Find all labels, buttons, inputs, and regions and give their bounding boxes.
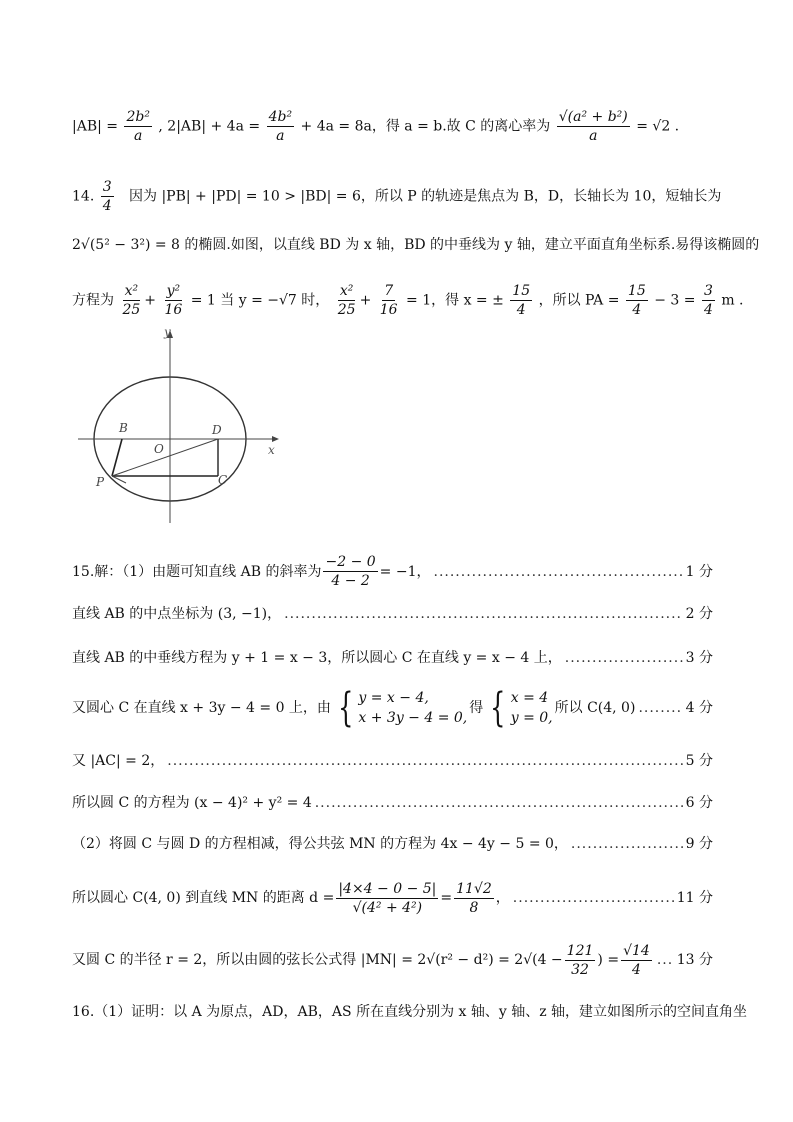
text: 得: [469, 700, 484, 716]
text: 又圆心 C 在直线 x + 3y − 4 = 0 上，由: [72, 700, 331, 716]
equation-system: { y = x − 4, x + 3y − 4 = 0,: [338, 685, 468, 731]
text: 15.解：（1）由题可知直线 AB 的斜率为: [72, 563, 322, 580]
fraction: $\frac{11√2}{8}$: [456, 880, 492, 916]
label-x: x: [268, 443, 275, 457]
solution-15-step-1: [72, 553, 713, 590]
fraction: $\frac{15}{4}$: [512, 283, 531, 318]
dot-leader: [565, 648, 683, 668]
text: 2√(5² − 3²) = 8 的椭圆.如图，以直线 BD 为 x 轴，BD 的中垂线为 y 轴，建立平面直角坐标系.易得该椭圆的: [72, 237, 760, 253]
solution-15-step-5: [72, 751, 713, 771]
text: （2）将圆 C 与圆 D 的方程相减，得公共弦 MN 的方程为 4x − 4y − 5 = 0，: [72, 836, 568, 852]
fraction: $\frac{|4\times 4 - 0 - 5|}{\text{√(4² + 4²)}}$: [338, 880, 437, 916]
solution-15-step-3: [72, 648, 713, 668]
answer-14-line-3: 方程为 $\frac{\text{x²}}{25}$ + $\frac{\text{y²}}{16}$ = 1 当 y = −√7 时， $\frac{\text{x²}}{25}$ + $\frac{7}{16}$ = 1，得 x = ± $\frac{15}{4}$ ，所以 PA = $\frac{15}{4}$ − 3 = $\frac{3}{4}$ m .: [72, 283, 744, 318]
text: 方程为: [72, 292, 114, 309]
label-y: y: [164, 328, 171, 339]
solution-16-intro: [72, 1002, 748, 1022]
fraction: $\frac{\text{2b²}}{a}$: [126, 109, 150, 144]
text: = 1 当 y = −√7 时，: [190, 292, 330, 309]
answer-14-line: [72, 178, 722, 215]
equation-system: { x = 4 y = 0,: [490, 685, 553, 731]
text: 所以 C(4, 0): [554, 700, 636, 716]
segment-pd: [112, 439, 218, 476]
score: 13 分: [676, 952, 713, 968]
dot-leader: [657, 950, 674, 970]
text: = 1，得 x = ±: [406, 292, 504, 309]
fraction: $\frac{15}{4}$: [627, 283, 646, 318]
fraction: $\frac{7}{16}$: [379, 283, 398, 318]
dot-leader: [315, 793, 683, 813]
score: 6 分: [685, 795, 713, 811]
x-axis-arrow: [272, 436, 279, 442]
text: = −1，: [379, 563, 431, 580]
fraction: $\frac{\text{x²}}{25}$: [337, 283, 356, 318]
fraction: $\frac{\text{√(a² + b²)}}{a}$: [558, 109, 628, 144]
dot-leader: [571, 834, 683, 854]
answer-fraction: $\frac{3}{4}$: [102, 179, 112, 214]
label-d: D: [212, 423, 222, 437]
label-b: B: [119, 421, 128, 435]
dot-leader: [167, 751, 682, 771]
text: |AB| =: [72, 118, 119, 135]
text: ，: [495, 890, 510, 906]
text: − 3 =: [654, 292, 696, 309]
solution-15-part-2-step-1: [72, 834, 713, 854]
question-number: 14.: [72, 188, 95, 205]
score: 2 分: [685, 606, 713, 622]
text: 又圆 C 的半径 r = 2，所以由圆的弦长公式得 |MN| = 2√(r² − d²) = 2√(4 −: [72, 952, 563, 968]
text: 直线 AB 的中垂线方程为 y + 1 = x − 3，所以圆心 C 在直线 y = x − 4 上，: [72, 650, 562, 666]
ellipse-figure: [72, 328, 280, 526]
dot-leader: [513, 888, 674, 908]
answer-14-line-2: [72, 235, 760, 255]
text: 因为 |PB| + |PD| = 10 > |BD| = 6，所以 P 的轨迹是焦点为 B，D，长轴长为 10，短轴长为: [129, 188, 722, 205]
fraction: $\frac{-2 - 0}{4 - 2}$: [325, 554, 376, 589]
dot-leader: [434, 562, 683, 582]
segment-pa: [112, 476, 126, 483]
solution-15-step-2: [72, 604, 713, 624]
label-c: C: [218, 473, 228, 487]
text: + 4a = 8a，得 a = b.故 C 的离心率为: [300, 118, 551, 135]
score: 1 分: [685, 563, 713, 580]
solution-15-step-6: [72, 793, 713, 813]
text: 16.（1）证明：以 A 为原点，AD，AB，AS 所在直线分别为 x 轴、y 轴、z 轴，建立如图所示的空间直角坐: [72, 1004, 748, 1020]
text: =: [440, 890, 453, 906]
text: 又 |AC| = 2，: [72, 753, 165, 769]
score: 11 分: [676, 890, 713, 906]
score: 9 分: [685, 836, 713, 852]
fraction: $\frac{\text{x²}}{25}$: [122, 283, 141, 318]
text: m .: [721, 292, 744, 309]
answer-13-line: [72, 108, 713, 145]
solution-15-step-4: [72, 685, 713, 731]
fraction: $\frac{\text{y²}}{16}$: [164, 283, 183, 318]
solution-15-part-2-step-3: [72, 940, 713, 980]
score: 5 分: [685, 753, 713, 769]
fraction: $\frac{121}{32}$: [566, 942, 594, 978]
segment-pb: [112, 439, 122, 476]
solution-15-part-2-step-2: [72, 878, 713, 918]
text: , 2|AB| + 4a =: [158, 118, 261, 135]
text: ，所以 PA =: [538, 292, 620, 309]
text: ) =: [597, 952, 620, 968]
label-o: O: [154, 442, 164, 456]
fraction: $\frac{√14}{4}$: [623, 942, 650, 978]
text: 所以圆心 C(4, 0) 到直线 MN 的距离 d =: [72, 890, 335, 906]
dot-leader: [638, 698, 682, 718]
score: 4 分: [685, 700, 713, 716]
fraction: $\frac{\text{4b²}}{a}$: [268, 109, 293, 144]
text: 所以圆 C 的方程为 (x − 4)² + y² = 4: [72, 795, 312, 811]
text: = √2 .: [636, 118, 680, 135]
score: 3 分: [685, 650, 713, 666]
fraction: $\frac{3}{4}$: [703, 283, 713, 318]
text: 直线 AB 的中点坐标为 (3, −1)，: [72, 606, 282, 622]
dot-leader: [284, 604, 683, 624]
label-p: P: [96, 475, 105, 489]
